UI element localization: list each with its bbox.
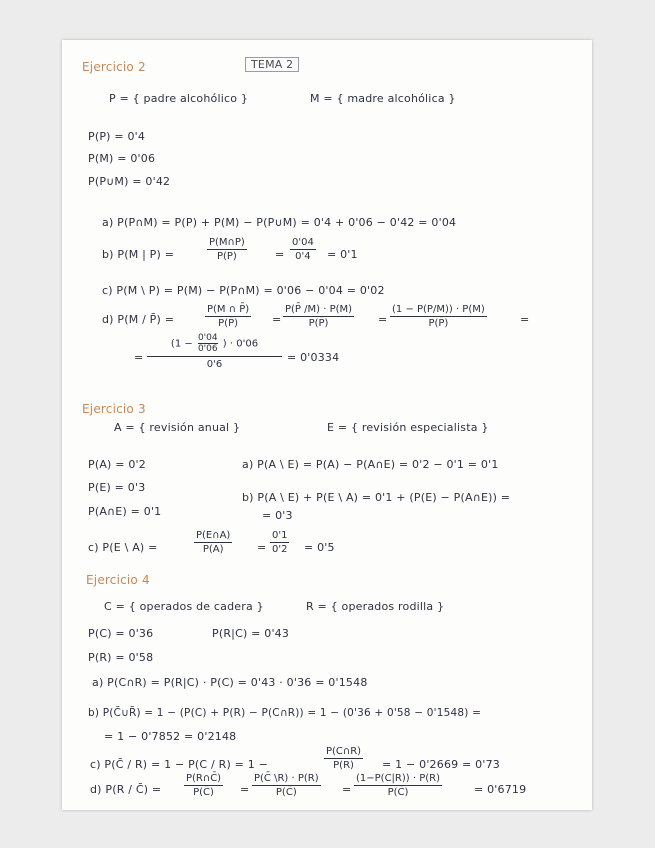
- ex2-part-b-fraction-1: [207, 237, 247, 262]
- equals-sign: =: [378, 313, 388, 326]
- fraction-denominator: P(P̄): [428, 318, 449, 329]
- ex4-part-c-lhs: c) P(C̄ / R) = 1 − P(C / R) = 1 −: [90, 758, 269, 771]
- ex2-part-b-result: = 0'1: [327, 248, 358, 261]
- given-pane: P(A∩E) = 0'1: [88, 505, 162, 518]
- fraction-numerator: P(C∩R): [326, 746, 362, 757]
- ex4-part-d-lhs: d) P(R / C̄) =: [90, 783, 162, 796]
- ex4-part-a: a) P(C∩R) = P(R|C) · P(C) = 0'43 · 0'36 = 0'1548: [92, 676, 368, 689]
- given-ppum: P(P∪M) = 0'42: [88, 175, 171, 188]
- ex3-part-c-result: = 0'5: [304, 541, 335, 554]
- fraction-numerator: P(E∩A): [196, 530, 231, 541]
- exercise-2-title: Ejercicio 2: [82, 60, 146, 74]
- topic-box: TEMA 2: [245, 57, 299, 72]
- ex2-part-d-fraction-3: [390, 304, 487, 329]
- exercise-4-title: Ejercicio 4: [86, 573, 150, 587]
- given-pp: P(P) = 0'4: [88, 130, 146, 143]
- fraction-numerator: P(C̄ \R) · P(R): [254, 773, 319, 784]
- equals-sign: =: [272, 313, 282, 326]
- ex4-part-b-result: = 1 − 0'7852 = 0'2148: [104, 730, 237, 743]
- ex3-part-c-fraction-2: [270, 530, 289, 555]
- nested-close: ) · 0'06: [222, 338, 259, 350]
- equals-sign: =: [342, 783, 352, 796]
- given-pr: P(R) = 0'58: [88, 651, 154, 664]
- equals-sign: =: [240, 783, 250, 796]
- ex2-part-d-lhs: d) P(M / P̄) =: [102, 313, 175, 326]
- fraction-numerator: 0'04: [292, 237, 314, 248]
- ex2-part-d-nested-fraction: [147, 333, 282, 370]
- given-pe: P(E) = 0'3: [88, 481, 146, 494]
- ex2-part-d-fraction-2: [283, 304, 354, 329]
- given-pc: P(C) = 0'36: [88, 627, 154, 640]
- fraction-denominator: P(P̄): [218, 318, 239, 329]
- nested-open: (1 −: [170, 338, 193, 350]
- given-prc: P(R|C) = 0'43: [212, 627, 290, 640]
- fraction-numerator: P(R∩C̄): [186, 773, 222, 784]
- ex2-part-a: a) P(P∩M) = P(P) + P(M) − P(P∪M) = 0'4 + 0'06 − 0'42 = 0'04: [102, 216, 457, 229]
- ex4-part-d-result: = 0'6719: [474, 783, 527, 796]
- ex3-part-a: a) P(A \ E) = P(A) − P(A∩E) = 0'2 − 0'1 = 0'1: [242, 458, 499, 471]
- equals-sign: =: [520, 313, 530, 326]
- ex3-part-c-lhs: c) P(E \ A) =: [88, 541, 158, 554]
- ex4-part-d-fraction-1: [184, 773, 223, 798]
- fraction-denominator: P(R): [333, 760, 354, 771]
- ex2-part-b-fraction-2: [290, 237, 316, 262]
- ex2-part-c: c) P(M \ P) = P(M) − P(P∩M) = 0'06 − 0'04 = 0'02: [102, 284, 385, 297]
- fraction-denominator: P(C̄): [387, 787, 409, 798]
- fraction-numerator: 0'1: [272, 530, 288, 541]
- definition-e: E = { revisión especialista }: [327, 421, 489, 434]
- ex4-part-d-fraction-3: [354, 773, 442, 798]
- given-pm: P(M) = 0'06: [88, 152, 156, 165]
- definition-c: C = { operados de cadera }: [104, 600, 264, 613]
- fraction-denominator: P(A): [202, 544, 224, 555]
- fraction-denominator: 0'4: [295, 251, 311, 262]
- inner-denominator: 0'06: [197, 344, 218, 354]
- fraction-denominator: 0'2: [272, 544, 288, 555]
- fraction-numerator: P(P̄ /M) · P(M): [285, 304, 353, 315]
- definition-m: M = { madre alcohólica }: [310, 92, 456, 105]
- ex3-part-b-result: = 0'3: [262, 509, 293, 522]
- fraction-numerator: P(M ∩ P̄): [207, 304, 250, 315]
- equals-sign: =: [134, 351, 144, 364]
- ex4-part-b: b) P(C̄∪R̄) = 1 − (P(C) + P(R) − P(C∩R)) = 1 − (0'36 + 0'58 − 0'1548) =: [88, 707, 482, 719]
- ex4-part-c-fraction: [324, 746, 363, 771]
- definition-p: P = { padre alcohólico }: [109, 92, 249, 105]
- equals-sign: =: [257, 541, 267, 554]
- ex3-part-b: b) P(A \ E) + P(E \ A) = 0'1 + (P(E) − P(A∩E)) =: [242, 491, 511, 504]
- fraction-numerator: (1 − P(P/M)) · P(M): [392, 304, 485, 315]
- fraction-denominator: P(C̄): [275, 787, 297, 798]
- ex2-part-b-lhs: b) P(M | P) =: [102, 248, 175, 261]
- fraction-numerator: P(M∩P): [209, 237, 245, 248]
- fraction-numerator: (1−P(C|R)) · P(R): [356, 773, 440, 784]
- fraction-denominator: P(P̄): [308, 318, 329, 329]
- definition-r: R = { operados rodilla }: [306, 600, 445, 613]
- ex4-part-d-fraction-2: [252, 773, 321, 798]
- ex2-part-d-result: = 0'0334: [287, 351, 340, 364]
- nested-denominator: 0'6: [206, 359, 223, 370]
- ex4-part-c-result: = 1 − 0'2669 = 0'73: [382, 758, 500, 771]
- ex2-part-d-fraction-1: [205, 304, 251, 329]
- ex3-part-c-fraction-1: [194, 530, 232, 555]
- inner-numerator: 0'04: [197, 333, 218, 343]
- fraction-denominator: P(C̄): [193, 787, 214, 798]
- given-pa: P(A) = 0'2: [88, 458, 146, 471]
- exercise-3-title: Ejercicio 3: [82, 402, 146, 416]
- notebook-page: [62, 40, 592, 810]
- fraction-denominator: P(P): [216, 251, 237, 262]
- definition-a: A = { revisión anual }: [114, 421, 241, 434]
- equals-sign: =: [275, 248, 285, 261]
